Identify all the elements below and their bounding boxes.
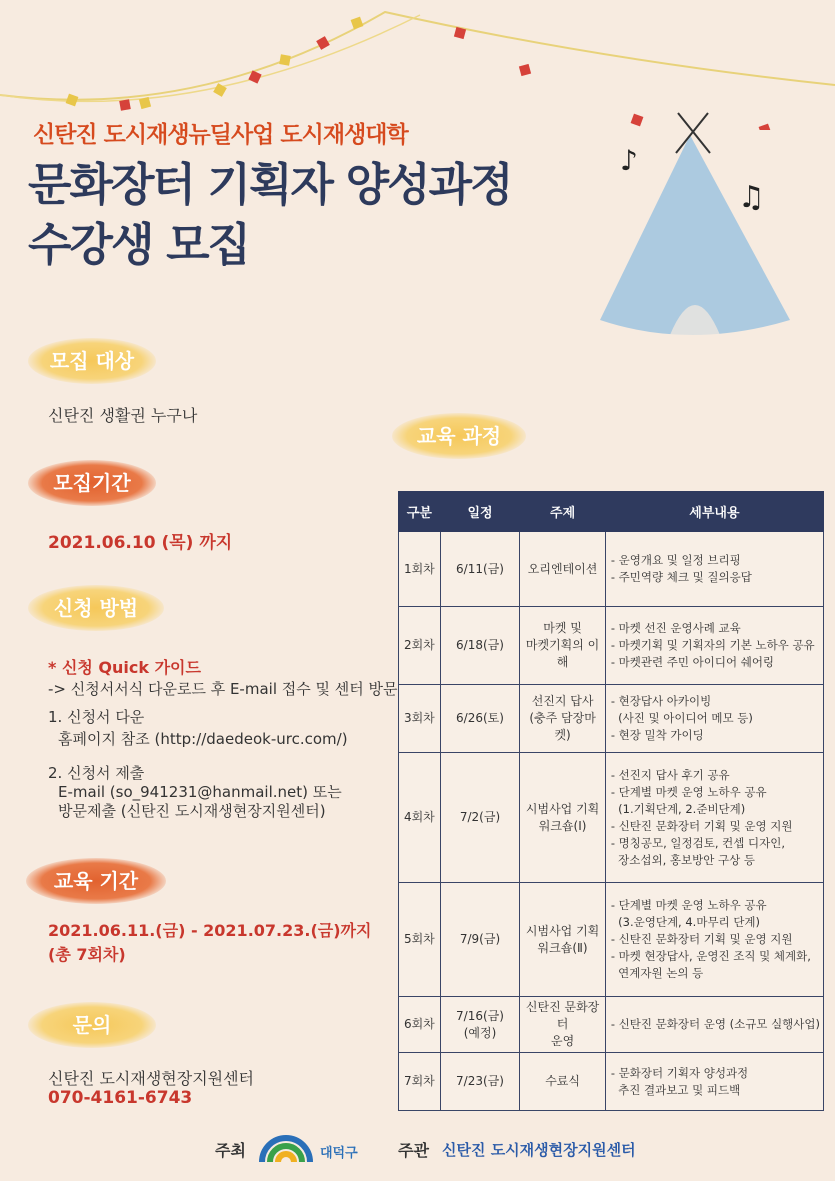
course-table-body xyxy=(399,532,824,1111)
course-detail-line: (사진 및 아이디어 메모 등) xyxy=(610,711,753,725)
header-subtitle: 신탄진 도시재생뉴딜사업 도시재생대학 xyxy=(33,122,408,148)
course-detail-line: 추진 결과보고 및 피드백 xyxy=(610,1082,741,1097)
daedeok-logo-icon xyxy=(258,1128,314,1164)
course-table xyxy=(398,491,824,1111)
col-header-no: 구분 xyxy=(399,492,441,532)
section-badge-period: 모집기간 xyxy=(28,460,156,506)
apply-step1-text: 홈페이지 참조 (http://daedeok-urc.com/) xyxy=(58,730,348,748)
course-no-cell: 4회차 xyxy=(399,753,441,883)
table-row xyxy=(399,753,824,883)
period-text: 2021.06.10 (목) 까지 xyxy=(48,533,233,553)
course-detail-line: - 선진지 답사 후기 공유 xyxy=(610,767,730,782)
apply-guide-title: * 신청 Quick 가이드 xyxy=(48,658,201,677)
table-row xyxy=(399,532,824,607)
course-detail-cell xyxy=(605,532,823,607)
table-row xyxy=(399,607,824,685)
course-topic-cell: 오리엔테이션 xyxy=(520,532,606,607)
course-detail-line: - 신탄진 문화장터 기획 및 운영 지원 xyxy=(610,932,793,946)
course-detail-line: - 단계별 마켓 운영 노하우 공유 xyxy=(610,784,767,799)
table-row xyxy=(399,1053,824,1111)
col-header-topic: 주제 xyxy=(520,492,606,532)
course-detail-line: - 마켓기획 및 기획자의 기본 노하우 공유 xyxy=(610,638,815,652)
course-detail-cell xyxy=(605,1053,823,1111)
course-detail-line: - 신탄진 문화장터 운영 (소규모 실행사업) xyxy=(610,1017,820,1031)
section-badge-apply: 신청 방법 xyxy=(28,585,164,631)
course-detail-line: - 현장 밀착 가이딩 xyxy=(610,728,704,742)
course-detail-cell xyxy=(605,753,823,883)
course-detail-line: - 현장답사 아카이빙 xyxy=(610,694,712,708)
course-topic-cell: 시범사업 기획 워크숍(Ⅱ) xyxy=(520,883,606,997)
contact-center: 신탄진 도시재생현장지원센터 xyxy=(48,1069,255,1088)
table-row xyxy=(399,883,824,997)
course-no-cell: 6회차 xyxy=(399,997,441,1053)
course-detail-line: 연계자원 논의 등 xyxy=(610,966,704,980)
course-date-cell: 6/11(금) xyxy=(440,532,520,607)
course-detail-cell xyxy=(605,883,823,997)
course-no-cell: 7회차 xyxy=(399,1053,441,1111)
course-no-cell: 5회차 xyxy=(399,883,441,997)
page-title-line1: 문화장터 기획자 양성과정 xyxy=(28,158,512,211)
course-date-cell: 7/2(금) xyxy=(440,753,520,883)
course-topic-cell: 시범사업 기획 워크숍(Ⅰ) xyxy=(520,753,606,883)
course-detail-cell xyxy=(605,607,823,685)
footer-host-name: 대덕구 xyxy=(320,1146,358,1161)
course-detail-line: - 마켓관련 주민 아이디어 쉐어링 xyxy=(610,655,775,669)
table-row xyxy=(399,685,824,753)
course-detail-line: - 마켓 선진 운영사례 교육 xyxy=(610,621,741,635)
apply-step2-text1: E-mail (so_941231@hanmail.net) 또는 xyxy=(58,783,342,801)
course-detail-line: - 마켓 현장답사, 운영진 조직 및 체계화, xyxy=(610,949,811,963)
course-detail-cell xyxy=(605,685,823,753)
course-detail-line: (1.기획단계, 2.준비단계) xyxy=(610,801,746,816)
course-detail-line: 장소섭외, 홍보방안 구상 등 xyxy=(610,852,755,867)
course-date-cell: 7/23(금) xyxy=(440,1053,520,1111)
col-header-date: 일정 xyxy=(440,492,520,532)
course-topic-cell: 선진지 답사 (충주 담장마켓) xyxy=(520,685,606,753)
page-title-line2: 수강생 모집 xyxy=(28,218,250,271)
course-date-cell: 7/9(금) xyxy=(440,883,520,997)
course-topic-cell: 신탄진 문화장터 운영 xyxy=(520,997,606,1053)
course-no-cell: 3회차 xyxy=(399,685,441,753)
apply-step2-text2: 방문제출 (신탄진 도시재생현장지원센터) xyxy=(58,802,326,820)
course-detail-cell xyxy=(605,997,823,1053)
section-badge-contact: 문의 xyxy=(28,1002,156,1048)
course-date-cell: 6/26(토) xyxy=(440,685,520,753)
course-topic-cell: 수료식 xyxy=(520,1053,606,1111)
section-badge-edu-period: 교육 기간 xyxy=(26,858,166,904)
course-detail-line: - 문화장터 기획자 양성과정 xyxy=(610,1065,749,1080)
music-notes-icon: ♫ xyxy=(738,180,765,215)
course-detail-line: - 단계별 마켓 운영 노하우 공유 xyxy=(610,898,767,912)
course-no-cell: 1회차 xyxy=(399,532,441,607)
course-no-cell: 2회차 xyxy=(399,607,441,685)
apply-guide-text: -> 신청서서식 다운로드 후 E-mail 접수 및 센터 방문 xyxy=(48,680,398,698)
edu-period-line1: 2021.06.11.(금) - 2021.07.23.(금)까지 xyxy=(48,921,372,940)
music-note-icon: ♪ xyxy=(620,144,638,177)
col-header-detail: 세부내용 xyxy=(605,492,823,532)
apply-step1-title: 1. 신청서 다운 xyxy=(48,708,145,726)
apply-step2-title: 2. 신청서 제출 xyxy=(48,764,145,782)
target-text: 신탄진 생활권 누구나 xyxy=(48,406,198,425)
contact-phone: 070-4161-6743 xyxy=(48,1088,193,1108)
course-date-cell: 6/18(금) xyxy=(440,607,520,685)
course-detail-line: - 신탄진 문화장터 기획 및 운영 지원 xyxy=(610,818,793,833)
footer-host-label: 주최 xyxy=(215,1141,246,1160)
edu-period-line2: (총 7회차) xyxy=(48,945,126,964)
course-detail-line: (3.운영단계, 4.마무리 단계) xyxy=(610,915,761,929)
table-row xyxy=(399,997,824,1053)
course-detail-line: - 명칭공모, 일정검토, 컨셉 디자인, xyxy=(610,835,785,850)
course-detail-line: - 주민역량 체크 및 질의응답 xyxy=(610,570,752,584)
section-badge-target: 모집 대상 xyxy=(28,338,156,384)
tent-illustration xyxy=(580,105,820,355)
section-badge-course: 교육 과정 xyxy=(392,413,526,459)
course-topic-cell: 마켓 및 마켓기획의 이해 xyxy=(520,607,606,685)
course-detail-line: - 운영개요 및 일정 브리핑 xyxy=(610,553,741,567)
footer-organizer-label: 주관 xyxy=(398,1141,429,1160)
footer-organizer-name: 신탄진 도시재생현장지원센터 xyxy=(442,1141,636,1159)
course-date-cell: 7/16(금) (예정) xyxy=(440,997,520,1053)
